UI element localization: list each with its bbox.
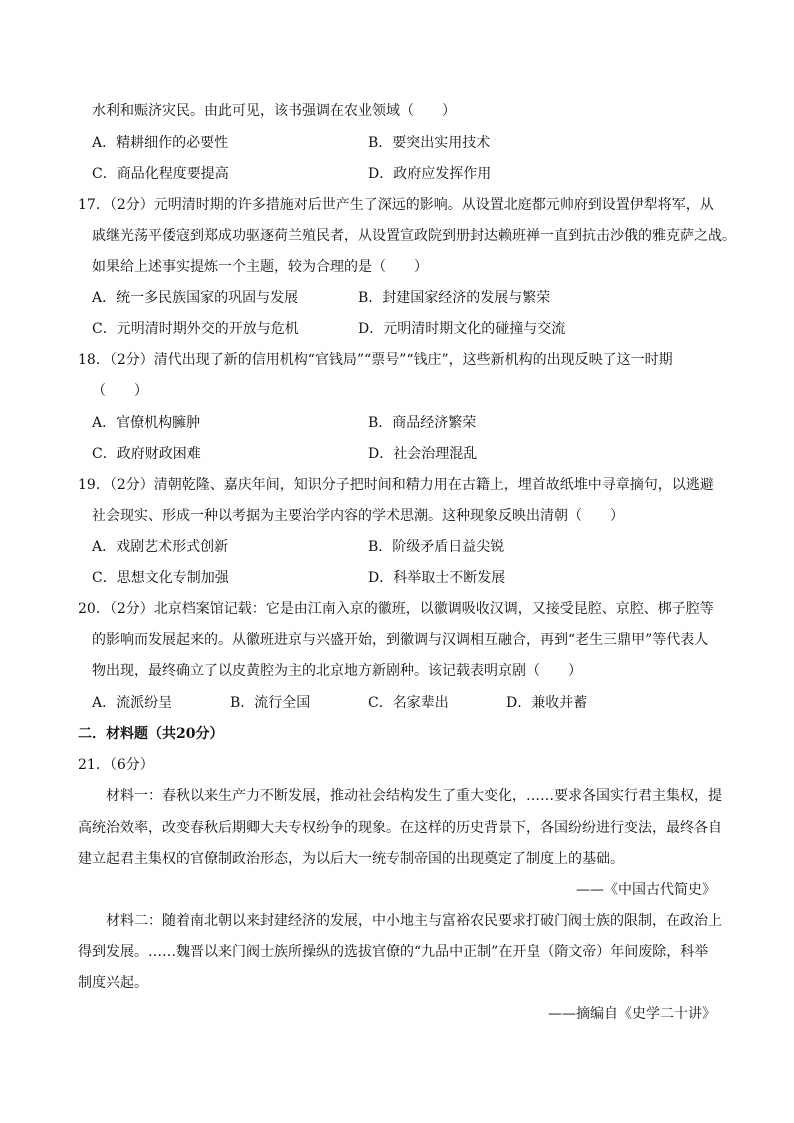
q21-material1-line-1: 材料一：春秋以来生产力不断发展，推动社会结构发生了重大变化，……要求各国实行君主集权，提 xyxy=(106,788,722,804)
q20-option-c[interactable]: C．名家辈出 xyxy=(368,695,449,711)
q20-option-b[interactable]: B．流行全国 xyxy=(230,695,311,711)
q18-stem-line-1: 18．（2分）清代出现了新的信用机构“官钱局”“票号”“钱庄”，这些新机构的出现反映了这一时期 xyxy=(78,352,673,368)
q20-option-a[interactable]: A．流派纷呈 xyxy=(92,695,173,711)
q19-option-b[interactable]: B．阶级矛盾日益尖锐 xyxy=(368,539,505,555)
q19-stem-line-1: 19．（2分）清朝乾隆、嘉庆年间，知识分子把时间和精力用在古籍上，埋首故纸堆中寻章摘句，以逃避 xyxy=(78,477,714,493)
section-heading: 二．材料题（共20分） xyxy=(78,726,224,742)
q21-head: 21．（6分） xyxy=(78,757,154,773)
q21-material2-line-2: 得到发展。……魏晋以来门阀士族所操纵的选拔官僚的“九品中正制”在开皇（隋文帝）年间废除，科举 xyxy=(78,944,709,960)
q20-stem-line-3: 物出现，最终确立了以皮黄腔为主的北京地方新剧种。该记载表明京剧（ ） xyxy=(92,663,582,679)
q17-option-c[interactable]: C．元明清时期外交的开放与危机 xyxy=(92,321,299,337)
q16-option-a[interactable]: A．精耕细作的必要性 xyxy=(92,135,229,151)
q17-option-b[interactable]: B．封建国家经济的发展与繁荣 xyxy=(358,290,551,306)
q18-option-c[interactable]: C．政府财政困难 xyxy=(92,446,201,462)
q21-material1-line-2: 高统治效率，改变春秋后期卿大夫专权纷争的现象。在这样的历史背景下，各国纷纷进行变法，最终各自 xyxy=(78,820,722,836)
q18-option-d[interactable]: D．社会治理混乱 xyxy=(368,446,478,462)
q21-source-1: ——《中国古代简史》 xyxy=(576,882,716,898)
q20-stem-line-1: 20．（2分）北京档案馆记载：它是由江南入京的徽班，以徽调吸收汉调，又接受昆腔、京腔、梆子腔等 xyxy=(78,601,714,617)
q17-stem-line-2: 戚继光荡平倭寇到郑成功驱逐荷兰殖民者，从设置宣政院到册封达赖班禅一直到抗击沙俄的雅克萨之战。 xyxy=(92,228,736,244)
q18-option-b[interactable]: B．商品经济繁荣 xyxy=(368,415,477,431)
q17-stem-line-3: 如果给上述事实提炼一个主题，较为合理的是（ ） xyxy=(92,259,428,275)
q21-source-2: ——摘编自《史学二十讲》 xyxy=(548,1006,716,1022)
q19-stem-line-2: 社会现实、形成一种以考据为主要治学内容的学术思潮。这种现象反映出清朝（ ） xyxy=(92,508,624,524)
q20-option-d[interactable]: D．兼收并蓄 xyxy=(506,695,588,711)
q16-option-c[interactable]: C．商品化程度要提高 xyxy=(92,166,229,182)
q16-option-b[interactable]: B．要突出实用技术 xyxy=(368,135,491,151)
q19-option-a[interactable]: A．戏剧艺术形式创新 xyxy=(92,539,229,555)
q18-stem-line-2: （ ） xyxy=(92,383,148,399)
q17-option-d[interactable]: D．元明清时期文化的碰撞与交流 xyxy=(358,321,566,337)
q17-stem-line-1: 17．（2分）元明清时期的许多措施对后世产生了深远的影响。从设置北庭都元帅府到设置伊犁将军，从 xyxy=(78,197,714,213)
q16-option-d[interactable]: D．政府应发挥作用 xyxy=(368,166,492,182)
q16-stem-tail: 水利和赈济灾民。由此可见，该书强调在农业领域（ ） xyxy=(92,103,456,119)
q19-option-c[interactable]: C．思想文化专制加强 xyxy=(92,570,229,586)
q17-option-a[interactable]: A．统一多民族国家的巩固与发展 xyxy=(92,290,299,306)
q21-material1-line-3: 建立起君主集权的官僚制政治形态，为以后大一统专制帝国的出现奠定了制度上的基础。 xyxy=(78,851,624,867)
q18-option-a[interactable]: A．官僚机构臃肿 xyxy=(92,415,201,431)
q21-material2-line-3: 制度兴起。 xyxy=(78,975,148,991)
q20-stem-line-2: 的影响而发展起来的。从徽班进京与兴盛开始，到徽调与汉调相互融合，再到“老生三鼎甲”等代表人 xyxy=(92,632,709,648)
q19-option-d[interactable]: D．科举取士不断发展 xyxy=(368,570,506,586)
q21-material2-line-1: 材料二：随着南北朝以来封建经济的发展，中小地主与富裕农民要求打破门阀士族的限制，在政治上 xyxy=(106,913,722,929)
